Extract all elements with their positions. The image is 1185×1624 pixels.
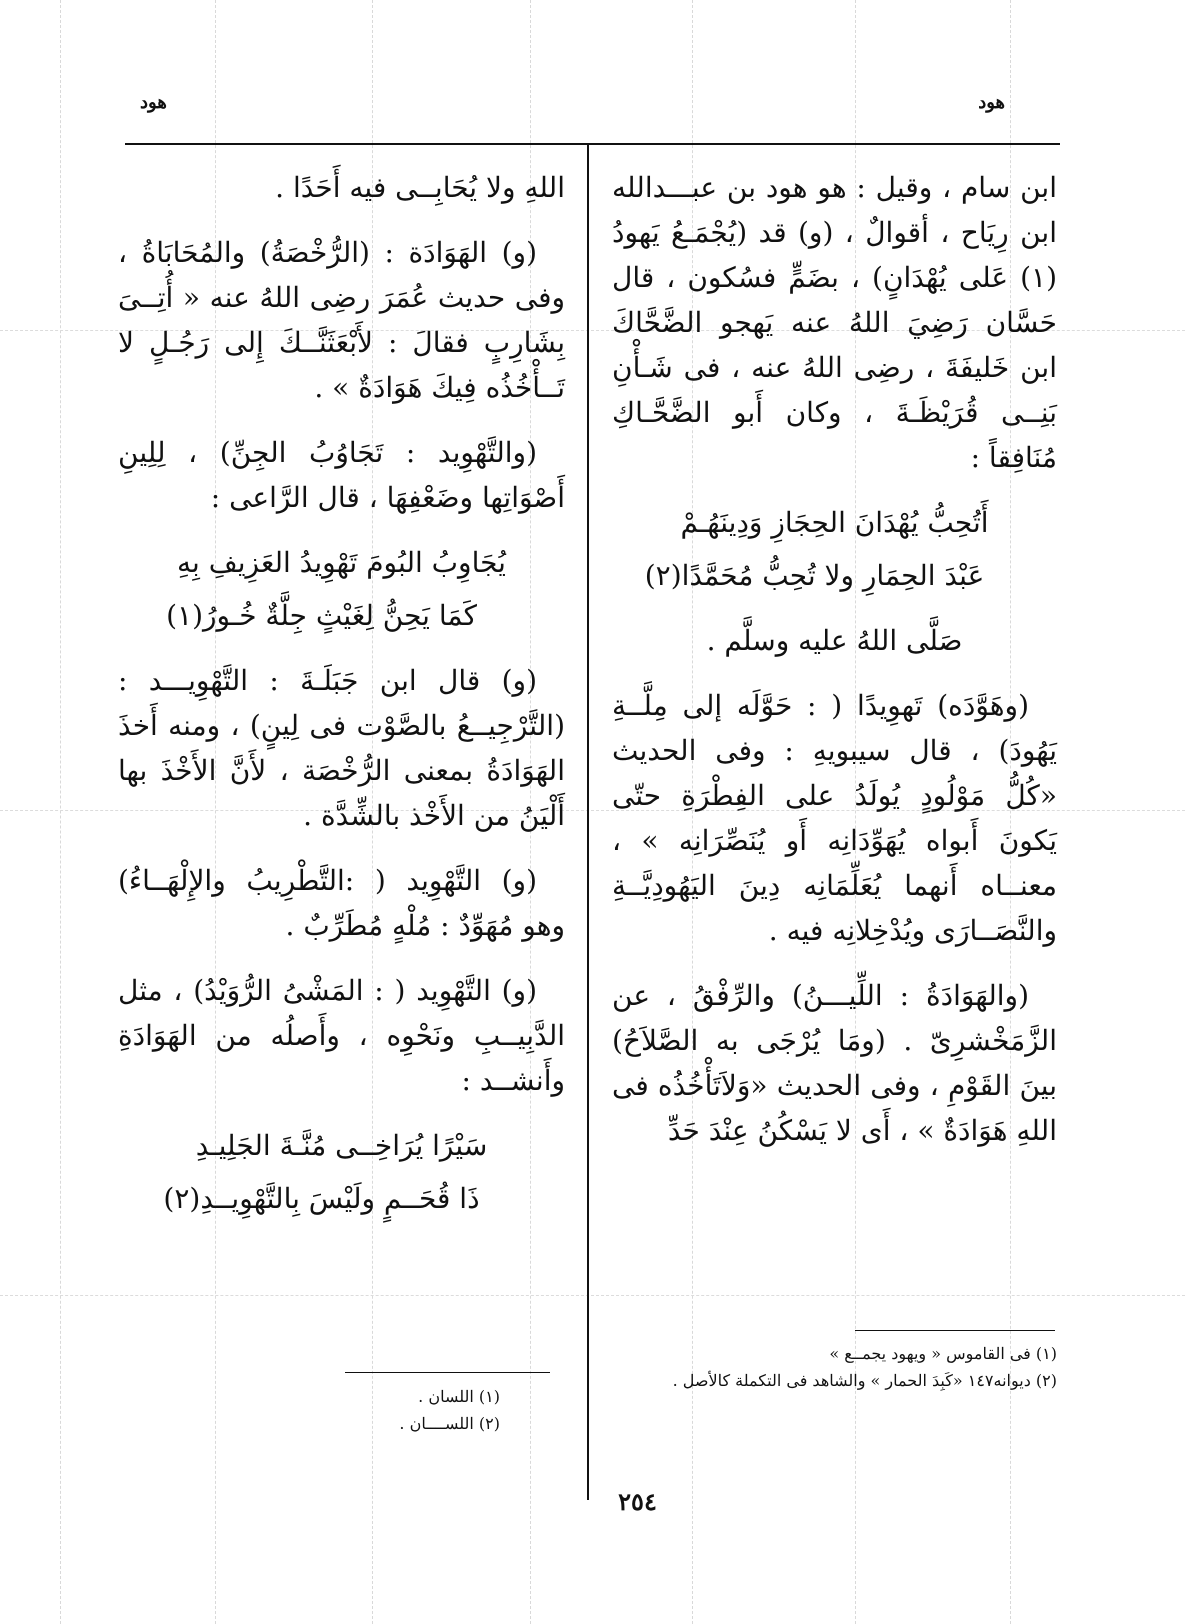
verse-line: يُجَاوِبُ البُومَ تَهْوِيدُ العَزِيفِ بِهِ: [177, 546, 506, 579]
footnote: (١) اللسان .: [418, 1387, 500, 1406]
paragraph: اللهِ ولا يُحَابِــى فيه أَحَدًا .: [275, 171, 565, 204]
column-divider: [587, 145, 589, 1500]
footnotes-right: [612, 1340, 1057, 1394]
footnote-rule-left: [345, 1372, 550, 1373]
footnote: (١) فى القاموس « ويهود يجمــع »: [829, 1344, 1057, 1363]
page-number: ٢٥٤: [618, 1487, 657, 1516]
paragraph: (و) التَّهْوِيد ( :التَّطْرِيبُ والإِلْهَــاءُ) وهو مُهَوِّدٌ : مُلْهٍ مُطَرِّبٌ .: [118, 864, 565, 942]
verse-line: عَبْدَ الحِمَارِ ولا تُحِبُّ مُحَمَّدًا(٢): [644, 559, 985, 592]
right-column: [612, 165, 1057, 1173]
header-rule: [125, 143, 1060, 145]
verse-line: ذَا قُحَــمٍ ولَيْسَ بِالتَّهْوِيــدِ(٢): [163, 1182, 480, 1215]
verse-line: كَمَا يَحِنُّ لِغَيْثٍ جِلَّةٌ خُـورُ(١): [166, 599, 477, 632]
footnotes-left: [300, 1383, 500, 1437]
paragraph: صَلَّى اللهُ عليه وسلَّم .: [706, 624, 963, 657]
running-header-right: هود: [978, 92, 1005, 113]
paragraph: (والتَّهْوِيد : تَجَاوُبُ الجِنِّ) ، لِلِينِ أَصْوَاتِها وضَعْفِهَا ، قال الرَّاعى :: [118, 436, 565, 514]
paragraph: (و) التَّهْوِيد ( : المَشْىُ الرُّوَيْدُ) ، مثل الدَّبِيــبِ ونَحْوِه ، وأَصلُه من الهَوَادَةِ وأَنشــد :: [118, 974, 565, 1097]
footnote: (٢) ديوانه١٤٧ «كَبِدَ الحمار » والشاهد فى التكملة كالأصل .: [672, 1371, 1057, 1390]
paragraph: (و) قال ابن جَبَلَـةَ : التَّهْوِيـــد : (التَّرْجِيــعُ بالصَّوْت فى لِينٍ) ، ومنه أَخذَ الهَوَادَةُ بمعنى الرُّخْصَة ، لأَنَّ الأَخْذَ بها أَلْيَنُ من الأَخْذ بالشِّدَّة .: [118, 664, 565, 832]
footnote: (٢) اللســــان .: [399, 1414, 500, 1433]
left-column: [118, 165, 565, 1241]
paragraph: (والهَوَادَةُ : اللِّيـــنُ) والرِّفْقُ ، عن الزَّمَخْشرِىّ . (ومَا يُرْجَى به الصَّلاَحُ) بينَ القَوْمِ ، وفى الحديث «وَلاَتَأْخُذُه فى اللهِ هَوَادَةٌ » ، أَى لا يَسْكُنُ عِنْدَ حَدِّ: [612, 979, 1057, 1147]
verse-line: أَتُحِبُّ يُهْدَانَ الحِجَازِ وَدِينَهُـمْ: [680, 506, 989, 539]
grid-line: [0, 1295, 1185, 1296]
running-header-left: هود: [140, 92, 167, 113]
footnote-rule-right: [855, 1330, 1055, 1331]
paragraph: (و) الهَوَادَة : (الرُّخْصَةُ) والمُحَابَاةُ ، وفى حديث عُمَرَ رضِى اللهُ عنه « أُتِــىَ بِشَارِبٍ فقالَ : لأَبْعَثَنَّــكَ إِلى رَجُـلٍ لا تَــأْخُذُه فِيكَ هَوَادَةٌ » .: [118, 236, 565, 404]
paragraph: ابن سام ، وقيل : هو هود بن عبـــدالله ابن رِيَاح ، أقوالٌ ، (و) قد (يُجْمَـعُ يَهودُ (١) عَلى يُهْدَانٍ) ، بضَمٍّ فسُكون ، قال حَسَّان رَضِيَ اللهُ عنه يَهجو الضَّحَّاكَ ابن خَليفَةَ ، رضِى اللهُ عنه ، فى شَـأْنِ بَنِــى قُرَيْظَـةَ ، وكان أَبو الضَّحَّـاكِ مُنَافِقاً :: [612, 171, 1057, 474]
verse-line: سَيْرًا يُرَاخِــى مُنَّـةَ الجَلِيـدِ: [195, 1129, 488, 1162]
paragraph: (وهَوَّدَه) تَهوِيدًا ( : حَوَّلَه إلى مِلَّــةِ يَهُودَ) ، قال سيبويهِ : وفى الحديث «كُلُّ مَوْلُودٍ يُولَدُ على الفِطْرَةِ حتّى يَكونَ أَبواه يُهَوِّدَانِه أَو يُنَصِّرَانِه » ، معنــاه أَنهما يُعَلِّمَانِه دِينَ اليَهُودِيَّــةِ والنَّصَــارَى ويُدْخِلانِه فيه .: [612, 689, 1057, 947]
grid-line: [60, 0, 61, 1624]
